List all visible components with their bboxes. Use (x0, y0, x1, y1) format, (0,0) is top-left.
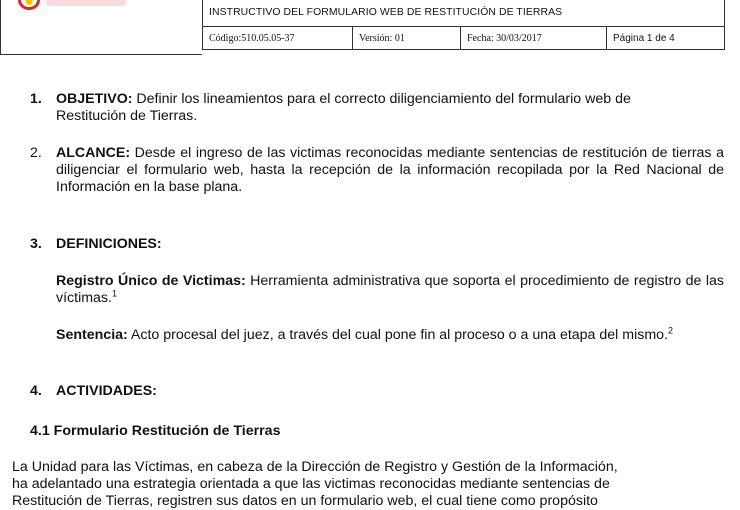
definition-sentencia (56, 327, 724, 344)
logo-banner (46, 0, 126, 6)
sentencia-definition: Acto procesal del juez, a través del cual pone fin al proceso o a una etapa del mismo. (127, 327, 668, 343)
body-line-2: ha adelantado una estrategia orientada a que las victimas reconocidas mediante sentencias de (12, 476, 610, 492)
header-divider (0, 54, 202, 55)
body-line-1: La Unidad para las Víctimas, en cabeza de la Dirección de Registro y Gestión de la Información, (12, 459, 618, 475)
header-border (0, 0, 1, 55)
page-number: Página 1 de 4 (607, 27, 725, 50)
alcance-text: Desde el ingreso de las victimas reconocidas mediante sentencias de restitución de tierras a diligenciar el formulario web, hasta la recepción de la información recopilada por la Red Nacional de Información en la base plana. (56, 145, 724, 195)
section-number-actividades: 4. (30, 383, 42, 399)
term-ruv: Registro Único de Victimas: (56, 273, 246, 289)
heading-definiciones: DEFINICIONES: (56, 236, 162, 252)
heading-objetivo: OBJETIVO: (56, 91, 133, 107)
header-table (202, 0, 725, 50)
section-number-objetivo: 1. (30, 91, 42, 107)
body-paragraph (12, 459, 728, 510)
section-objetivo (56, 91, 724, 125)
document-header (0, 0, 740, 60)
ruv-definition: Herramienta administrativa que soporta el procedimiento de registro de las víctimas. (56, 273, 725, 306)
section-number-definiciones: 3. (30, 236, 42, 252)
document-version: Versión: 01 (353, 27, 461, 50)
section-alcance (56, 145, 724, 196)
footnote-ref-2: 2 (667, 325, 673, 336)
document-date: Fecha: 30/03/2017 (461, 27, 607, 50)
subsection-heading: 4.1 Formulario Restitución de Tierras (30, 423, 281, 439)
definition-ruv (56, 273, 724, 307)
section-number-alcance: 2. (30, 145, 42, 161)
document-title: INSTRUCTIVO DEL FORMULARIO WEB DE RESTITUCIÓN DE TIERRAS (203, 0, 725, 27)
body-line-3: Restitución de Tierras, registren sus datos en un formulario web, el cual tiene como propósito (12, 493, 598, 509)
term-sentencia: Sentencia: (56, 327, 128, 343)
objetivo-text-2: Restitución de Tierras. (56, 108, 198, 124)
objetivo-text-1: Definir los lineamientos para el correcto diligenciamiento del formulario web de (132, 91, 631, 107)
footnote-ref-1: 1 (111, 288, 117, 299)
heading-alcance: ALCANCE: (56, 145, 131, 161)
document-code: Código:510.05.05-37 (203, 27, 353, 50)
institution-logo-icon (18, 0, 40, 10)
heading-actividades: ACTIVIDADES: (56, 383, 157, 399)
